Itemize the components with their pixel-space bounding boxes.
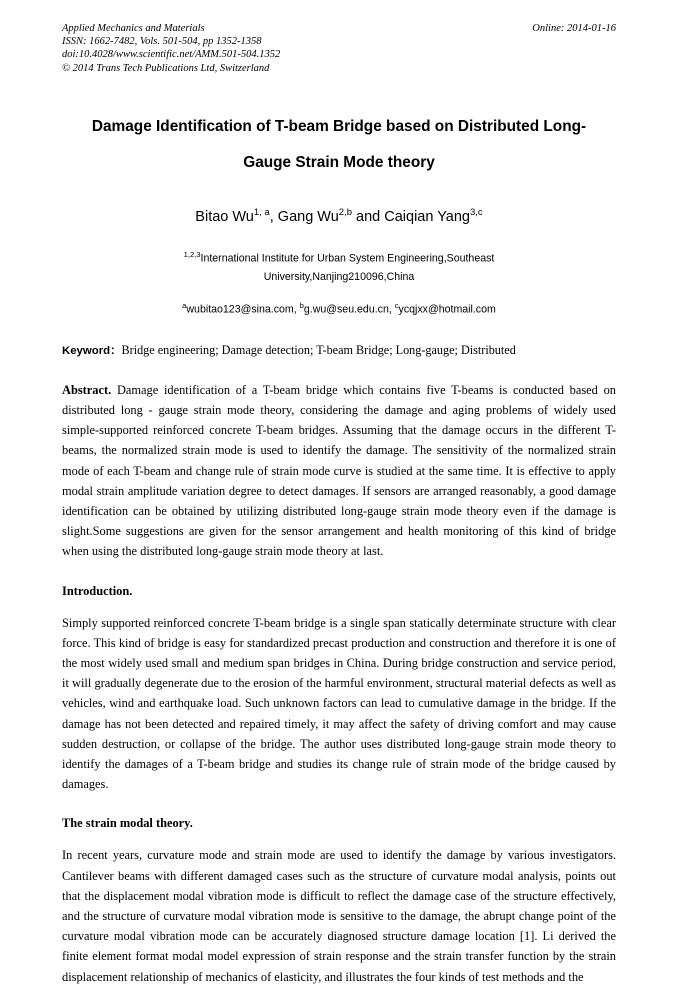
title-line-2: Gauge Strain Mode theory: [243, 153, 435, 171]
page-title: [62, 109, 616, 181]
email-c-marker: c: [394, 301, 399, 311]
email-c: ycqjxx@hotmail.com: [398, 303, 496, 316]
copyright-line: © 2014 Trans Tech Publications Ltd, Switzerland: [62, 62, 270, 74]
abstract-text: Damage identification of a T-beam bridge which contains five T-beams is conducted based on distributed long - gauge strain mode theory, considering the damage and aging problems of widely used simple-supported reinforced concrete T-beam bridges. Assuming that the damage occurs in the different T-beams, the normalized strain mode is used to identify the damage. The sensitivity of the normalized strain mode of each T-beam and change rule of strain mode curve is studied at the same time. It is effective to apply modal strain amplitude variation degree to detect damages. If sensors are arranged reasonably, a good damage identification can be obtained by utilizing distributed long-gauge strain mode theory even if the damage is slight.Some suggestions are given for the sensor arrangement and health monitoring of this kind of bridge when using the distributed long-gauge strain mode theory at last.: [62, 382, 616, 559]
section-heading-strain-modal-theory: The strain modal theory.: [62, 816, 193, 831]
keyword-label: Keyword：: [62, 344, 122, 357]
header-left-block: [62, 22, 394, 75]
online-date: Online: 2014-01-16: [532, 23, 616, 34]
affiliation-block: [112, 245, 566, 288]
author-emails: [62, 301, 616, 316]
abstract-label: Abstract.: [62, 382, 112, 397]
issn-line: ISSN: 1662-7482, Vols. 501-504, pp 1352-1358: [62, 36, 262, 48]
author-2-affil-marker: 2,b: [338, 206, 353, 218]
author-list: [62, 207, 616, 225]
section-paragraph-introduction: Simply supported reinforced concrete T-beam bridge is a single span statically determinate structure with clear force. This kind of bridge is easy for standardized precast production and construction and therefore it is one of the most widely used small and medium span bridges in China. During bridge construction and service period, it will gradually degenerate due to the erosion of the harmful environment, structural material defects as well as vehicles, wind and earthquake load. Such unknown factors can lead to cumulative damage in the bridge. If the damage has not been detected and repaired timely, it may affect the safety of driving comfort and may cause sudden destruction, or collapse of the bridge. The author uses distributed long-gauge strain mode theory to identify the damages of a T-beam bridge and studies its change rule of strain mode of the bridge caused by damages.: [62, 615, 616, 792]
email-a: wubitao123@sina.com,: [186, 303, 300, 316]
author-3-name: Caiqian Yang: [384, 208, 470, 225]
keyword-line: [62, 342, 616, 360]
author-1-name: Bitao Wu: [195, 208, 254, 225]
doi-line: doi:10.4028/www.scientific.net/AMM.501-504.1352: [62, 49, 281, 61]
author-1-affil-marker: 1, a: [253, 206, 270, 218]
abstract-paragraph: [62, 380, 616, 562]
email-a-marker: a: [182, 301, 187, 311]
author-separator-1: ,: [269, 208, 278, 225]
author-separator-2: and: [352, 208, 385, 225]
author-2-name: Gang Wu: [277, 208, 339, 225]
affiliation-line-2: University,Nanjing210096,China: [263, 271, 415, 284]
affiliation-line-1: International Institute for Urban System Engineering,Southeast: [200, 252, 495, 265]
email-b: g.wu@seu.edu.cn,: [303, 303, 395, 316]
journal-name: Applied Mechanics and Materials: [62, 23, 205, 34]
page-header: [62, 22, 616, 75]
section-paragraph-strain-modal-theory: In recent years, curvature mode and strain mode are used to identify the damage by various investigators. Cantilever beams with different damaged cases such as the structure of curvature modal analysis, points out that the displacement modal vibration mode is difficult to reflect the damage case of the structure effectively, and the structure of curvature modal vibration mode is sensitive to the damage, the abrupt change point of the curvature modal vibration mode can be accurately diagnosed structure damage location [1]. Li derived the finite element format modal model expression of strain response and the strain transfer function by the strain displacement relationship of mechanics of elasticity, and illustrates the four kinds of test methods and the: [62, 848, 616, 984]
email-b-marker: b: [299, 301, 304, 311]
title-line-1: Damage Identification of T-beam Bridge based on Distributed Long-: [91, 117, 587, 135]
section-heading-introduction: Introduction.: [62, 583, 133, 598]
affiliation-marker: 1,2,3: [183, 249, 201, 259]
author-3-affil-marker: 3,c: [470, 206, 483, 218]
keyword-text: Bridge engineering; Damage detection; T-beam Bridge; Long-gauge; Distributed: [121, 342, 516, 357]
